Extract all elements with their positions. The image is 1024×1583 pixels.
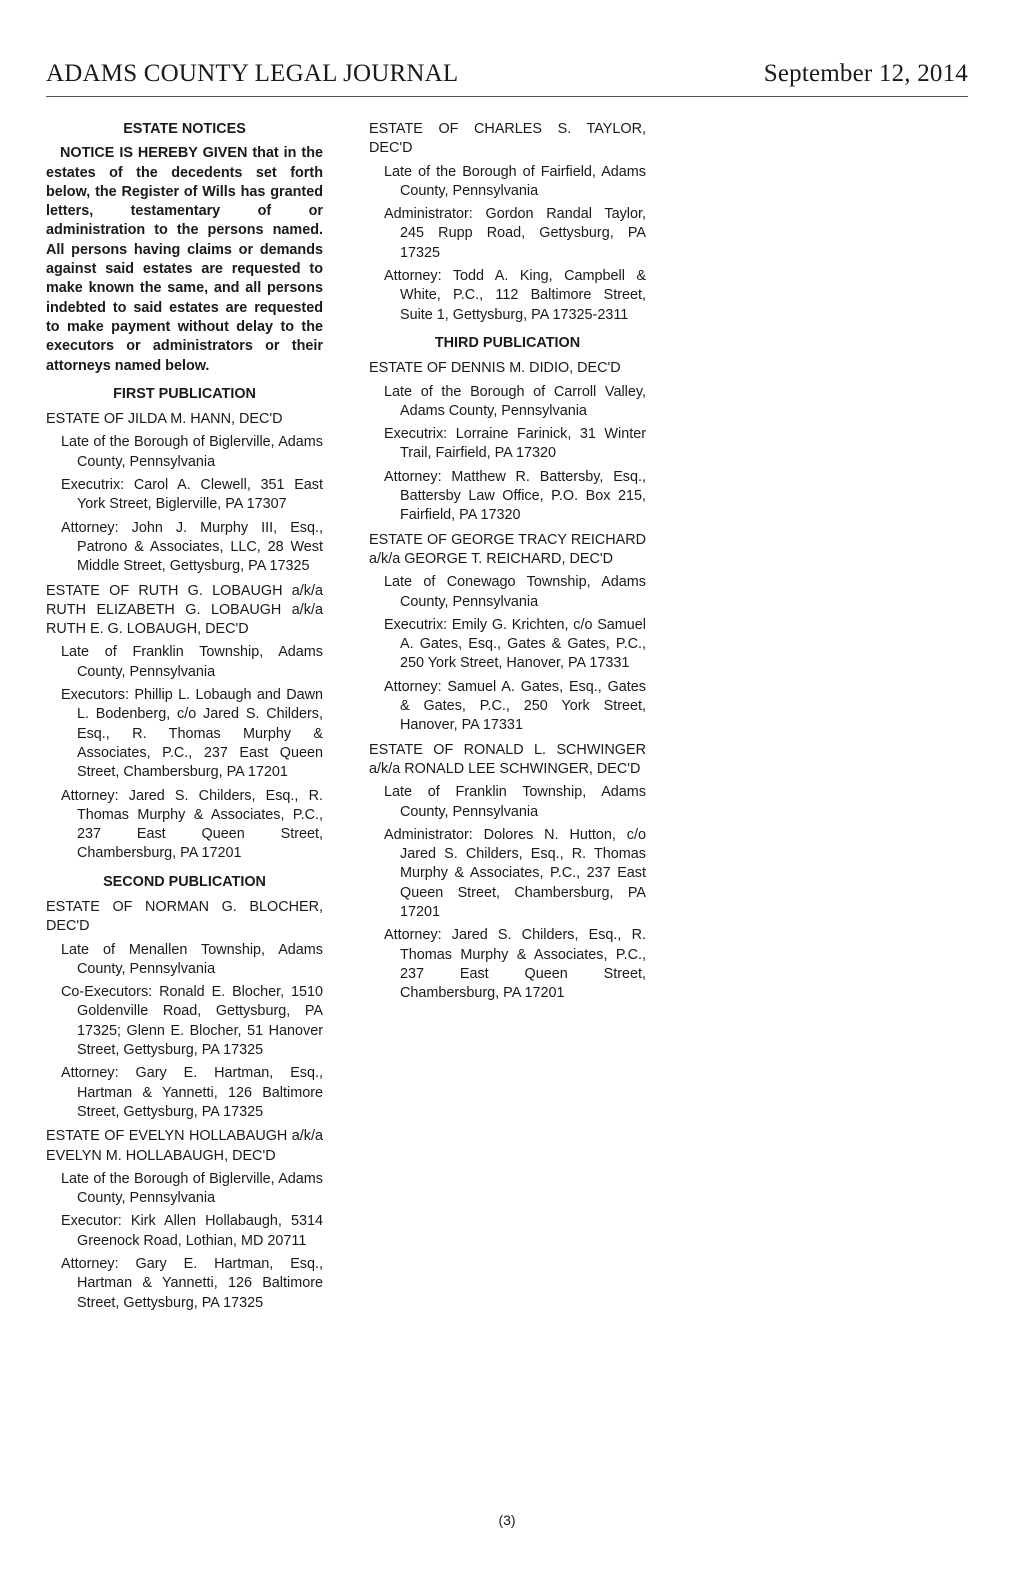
estate-name: ESTATE OF CHARLES S. TAYLOR, DEC'D [369,121,646,157]
estate-residence: Late of Conewago Township, Adams County, Pennsylvania [384,574,646,610]
left-column [46,120,323,1318]
estate-name: ESTATE OF EVELYN HOLLABAUGH a/k/a EVELYN M. HOLLABAUGH, DEC'D [46,1128,323,1164]
section-title: ESTATE NOTICES [123,121,246,137]
estate-representative: Co-Executors: Ronald E. Blocher, 1510 Goldenville Road, Gettysburg, PA 17325; Glenn E. Blocher, 51 Hanover Street, Gettysburg, PA 17325 [61,984,323,1059]
estate-notice [369,359,646,525]
estate-attorney: Attorney: Samuel A. Gates, Esq., Gates & Gates, P.C., 250 York Street, Hanover, PA 17331 [384,678,646,734]
issue-date: September 12, 2014 [763,60,968,87]
estate-notice [46,1127,323,1313]
estate-name: ESTATE OF JILDA M. HANN, DEC'D [46,411,283,428]
estate-representative: Executrix: Carol A. Clewell, 351 East York Street, Biglerville, PA 17307 [61,477,323,513]
estate-notice [46,582,323,864]
estate-representative: Executrix: Lorraine Farinick, 31 Winter Trail, Fairfield, PA 17320 [384,426,646,462]
estate-residence: Late of Franklin Township, Adams County, Pennsylvania [384,784,646,820]
publication-heading-second: SECOND PUBLICATION [103,873,266,890]
estate-residence: Late of the Borough of Biglerville, Adams County, Pennsylvania [61,1170,323,1207]
estate-attorney: Attorney: Todd A. King, Campbell & White, P.C., 112 Baltimore Street, Suite 1, Gettysburg, PA 17325-2311 [384,268,646,323]
notice-intro: NOTICE IS HEREBY GIVEN that in the estates of the decedents set forth below, the Register of Wills has granted letters, testamentary of or administration to the persons named. All persons having claims or demands against said estates are requested to make known the same, and all persons indebted to said estates are requested to make payment without delay to the executors or administrators or their attorneys named below. [46,145,323,374]
estate-attorney: Attorney: Gary E. Hartman, Esq., Hartman & Yannetti, 126 Baltimore Street, Gettysburg, PA 17325 [61,1065,323,1120]
estate-representative: Executors: Phillip L. Lobaugh and Dawn L. Bodenberg, c/o Jared S. Childers, Esq., R. Thomas Murphy & Associates, P.C., 237 East Queen Street, Chambersburg, PA 17201 [61,687,323,781]
journal-title: ADAMS COUNTY LEGAL JOURNAL [46,60,459,87]
estate-representative: Executrix: Emily G. Krichten, c/o Samuel A. Gates, Esq., Gates & Gates, P.C., 250 York Street, Hanover, PA 17331 [384,616,646,672]
estate-name: ESTATE OF DENNIS M. DIDIO, DEC'D [369,360,621,377]
estate-attorney: Attorney: Matthew R. Battersby, Esq., Battersby Law Office, P.O. Box 215, Fairfield, PA 17320 [384,468,646,524]
estate-name: ESTATE OF RUTH G. LOBAUGH a/k/a RUTH ELIZABETH G. LOBAUGH a/k/a RUTH E. G. LOBAUGH, DEC'D [46,582,323,638]
right-column [369,120,646,1008]
estate-name: ESTATE OF RONALD L. SCHWINGER a/k/a RONALD LEE SCHWINGER, DEC'D [369,741,646,777]
estate-attorney: Attorney: Jared S. Childers, Esq., R. Thomas Murphy & Associates, P.C., 237 East Queen Street, Chambersburg, PA 17201 [384,927,646,1002]
estate-notice [46,898,323,1122]
estate-name: ESTATE OF GEORGE TRACY REICHARD a/k/a GEORGE T. REICHARD, DEC'D [369,531,646,567]
estate-notice [369,120,646,325]
page-number: (3) [498,1512,516,1528]
estate-attorney: Attorney: Jared S. Childers, Esq., R. Thomas Murphy & Associates, P.C., 237 East Queen Street, Chambersburg, PA 17201 [61,787,323,862]
page-header [46,58,968,97]
estate-attorney: Attorney: John J. Murphy III, Esq., Patrono & Associates, LLC, 28 West Middle Street, Gettysburg, PA 17325 [61,519,323,575]
estate-residence: Late of the Borough of Fairfield, Adams County, Pennsylvania [384,163,646,199]
estate-attorney: Attorney: Gary E. Hartman, Esq., Hartman & Yannetti, 126 Baltimore Street, Gettysburg, PA 17325 [61,1256,323,1311]
estate-name: ESTATE OF NORMAN G. BLOCHER, DEC'D [46,898,323,935]
estate-representative: Administrator: Dolores N. Hutton, c/o Jared S. Childers, Esq., R. Thomas Murphy & Associates, P.C., 237 East Queen Street, Chambersburg, PA 17201 [384,826,646,920]
estate-notice [369,531,646,736]
estate-notice [46,410,323,576]
estate-representative: Executor: Kirk Allen Hollabaugh, 5314 Greenock Road, Lothian, MD 20711 [61,1213,323,1249]
estate-notice [369,741,646,1004]
estate-residence: Late of the Borough of Biglerville, Adams County, Pennsylvania [61,434,323,470]
publication-heading-third: THIRD PUBLICATION [434,334,581,351]
estate-residence: Late of the Borough of Carroll Valley, Adams County, Pennsylvania [384,383,646,419]
estate-representative: Administrator: Gordon Randal Taylor, 245 Rupp Road, Gettysburg, PA 17325 [384,206,646,261]
publication-heading-first: FIRST PUBLICATION [113,385,256,402]
estate-residence: Late of Menallen Township, Adams County, Pennsylvania [61,941,323,977]
estate-residence: Late of Franklin Township, Adams County, Pennsylvania [61,644,323,680]
